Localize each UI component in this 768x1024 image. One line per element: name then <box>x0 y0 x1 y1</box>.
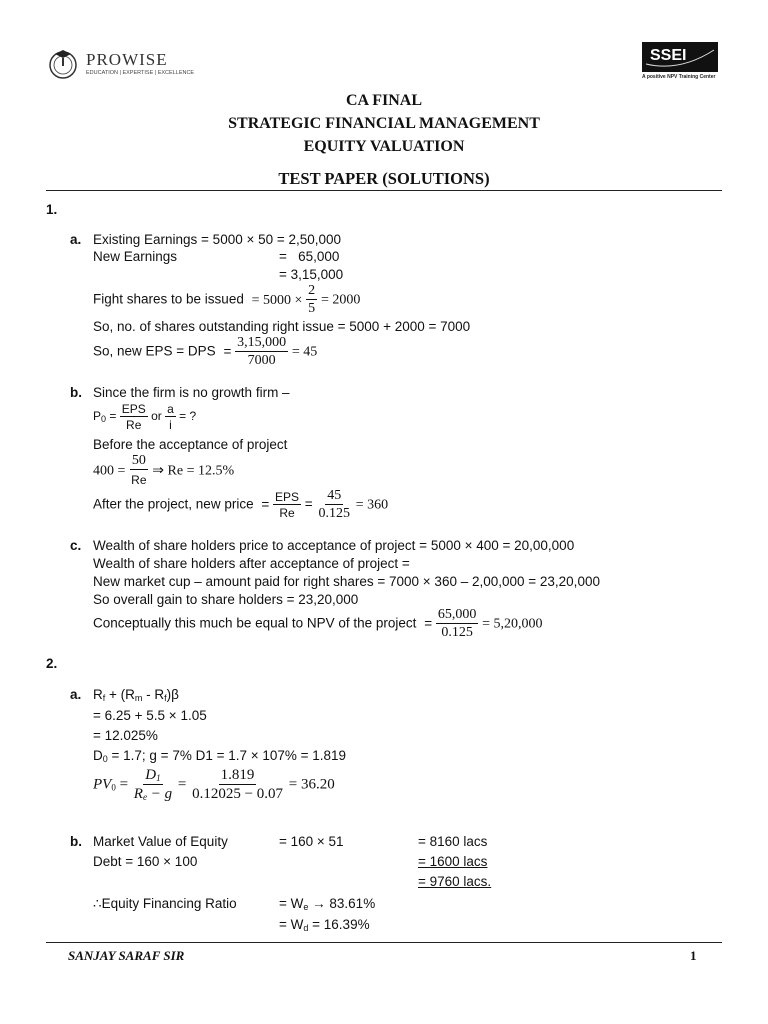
q2b-wd-value: = 16.39% <box>308 917 370 932</box>
q1b-line5-denominator2: 0.125 <box>318 506 350 521</box>
q1a-line6-result: = 45 <box>291 344 318 360</box>
q2b-row1-label: Market Value of Equity <box>93 834 228 849</box>
q1c-line5-eq: = <box>424 615 433 631</box>
q1b-line4 <box>93 454 234 488</box>
q2b-row2-label: Debt = 160 × 100 <box>93 854 198 869</box>
q2b-row1-value: = 8160 lacs <box>418 834 488 849</box>
q1b-p0-symbol: P <box>93 409 102 424</box>
q1c-label: c. <box>70 538 82 553</box>
q1a-line4 <box>93 284 360 316</box>
q2b-row4-value <box>279 896 375 915</box>
q2a-pv-denominator2: 0.12025 − 0.07 <box>192 786 284 802</box>
q1a-line6 <box>93 336 317 368</box>
q1b-line1: Since the firm is no growth firm – <box>93 385 290 400</box>
q1a-line4-result: = 2000 <box>320 292 361 308</box>
q2a-pv-eq2: = <box>177 776 187 793</box>
q1c-line1: Wealth of share holders price to acceptance of project = 5000 × 400 = 20,00,000 <box>93 538 575 553</box>
q1c-line5-fraction <box>436 608 479 640</box>
q2b-we-symbol: = W <box>279 896 304 911</box>
q2a-pv-d1-symbol: D <box>145 767 157 783</box>
q1a-line6-fraction <box>235 336 288 368</box>
q1a-line4-label: Fight shares to be issued <box>93 291 244 307</box>
q1a-line6-label: So, new EPS = DPS <box>93 343 216 359</box>
q1c-line5 <box>93 608 543 640</box>
q1b-line5 <box>93 489 388 521</box>
q2a-rf-symbol: R <box>93 687 103 702</box>
q2b-wd-subscript: d <box>303 923 309 933</box>
footer-page-number: 1 <box>690 948 697 963</box>
q1b-line5-fraction2 <box>316 489 352 521</box>
q1b-p0-numerator2: a <box>167 402 174 416</box>
q1b-line5-numerator2: 45 <box>327 488 342 503</box>
q2a-rm-subscript: m <box>134 693 143 703</box>
q2b-row2-value: = 1600 lacs <box>418 854 488 869</box>
q2a-pv-result: = 36.20 <box>288 776 335 793</box>
ssei-logo-box <box>642 42 718 72</box>
ssei-swoosh-icon <box>642 42 718 72</box>
q1a-line6-denominator: 7000 <box>247 353 276 368</box>
q2b-row1-calc: = 160 × 51 <box>279 834 344 849</box>
q2a-label: a. <box>70 687 82 702</box>
q2a-beta: )β <box>166 687 179 702</box>
q2a-d0-text: = 1.7; g = 7% D1 = 1.7 × 107% = 1.819 <box>107 748 347 763</box>
q1b-p0-eq: = <box>106 409 117 424</box>
ssei-tagline: A positive NPV Training Center <box>642 74 716 80</box>
q1b-p0-denominator1: Re <box>126 418 142 432</box>
q1b-p0-result: = ? <box>179 409 197 424</box>
q2a-pv-formula <box>93 768 335 802</box>
q1c-line5-result: = 5,20,000 <box>482 616 543 632</box>
q2b-label: b. <box>70 834 82 849</box>
q2b-row3-value: = 9760 lacs. <box>418 874 492 889</box>
q2b-we-subscript: e <box>303 902 309 912</box>
q1b-p0-fraction1 <box>120 403 148 431</box>
q1b-label: b. <box>70 385 82 400</box>
title-course: CA FINAL <box>345 92 422 109</box>
q1a-line4-eq: = 5000 × <box>251 292 303 308</box>
ssei-logo <box>642 42 718 82</box>
q1b-line5-numerator1: EPS <box>275 490 300 504</box>
q2b-wd-symbol: = W <box>279 917 304 932</box>
footer-divider <box>46 942 722 943</box>
q1-number: 1. <box>46 202 58 217</box>
q2b-row4-label: ∴Equity Financing Ratio <box>93 896 237 911</box>
q1c-line4: So overall gain to share holders = 23,20,000 <box>93 592 359 607</box>
q1b-line4-result: ⇒ Re = 12.5% <box>152 463 235 479</box>
q1b-p0-subscript: 0 <box>101 414 107 425</box>
q2a-line3: = 12.025% <box>93 728 158 743</box>
q2a-line2: = 6.25 + 5.5 × 1.05 <box>93 708 207 723</box>
q2a-d0-subscript: 0 <box>102 754 108 764</box>
q2a-pv-subscript: 0 <box>111 782 116 793</box>
title-subject: STRATEGIC FINANCIAL MANAGEMENT <box>228 115 540 132</box>
q1b-line4-denominator: Re <box>131 473 147 487</box>
prowise-name: PROWISE <box>86 50 168 69</box>
q1b-p0-formula <box>93 403 196 431</box>
q1b-line5-label: After the project, new price <box>93 496 254 512</box>
q2a-pv-re-subscript: e <box>142 792 147 802</box>
q2a-pv-fraction2 <box>190 768 285 802</box>
q2a-pv-eq: = <box>115 776 129 793</box>
q1b-line4-numerator: 50 <box>131 453 146 468</box>
q1a-line4-denominator: 5 <box>308 301 316 316</box>
q1c-line5-numerator: 65,000 <box>437 607 477 622</box>
q1a-line1: Existing Earnings = 5000 × 50 = 2,50,000 <box>93 232 342 247</box>
q2a-line4 <box>93 748 346 767</box>
q1b-line5-eq2: = <box>304 496 313 512</box>
q1b-p0-or: or <box>151 409 162 424</box>
q1a-line6-eq: = <box>223 343 232 359</box>
q1b-line3: Before the acceptance of project <box>93 437 288 452</box>
ssei-name: SSEI <box>650 47 687 64</box>
q1b-line5-result: = 360 <box>355 497 389 513</box>
q1b-line5-denominator1: Re <box>279 506 295 520</box>
q2a-rm-open: + (R <box>105 687 135 702</box>
q2a-rf2-subscript: f <box>164 693 167 703</box>
q1c-line2: Wealth of share holders after acceptance of project = <box>93 556 410 571</box>
q2a-rf2-symbol: - R <box>142 687 165 702</box>
q1b-line4-fraction <box>129 454 148 488</box>
q2a-rf-subscript: f <box>102 693 106 703</box>
q2b-we-value: → 83.61% <box>308 896 376 911</box>
q1a-line2-value: = 65,000 <box>279 249 340 264</box>
q1a-line4-fraction <box>306 284 317 316</box>
q1a-line3-value: = 3,15,000 <box>279 267 344 282</box>
title-paper: TEST PAPER (SOLUTIONS) <box>278 169 490 188</box>
q1b-p0-denominator2: i <box>169 418 172 432</box>
q1b-line5-eq: = <box>261 496 270 512</box>
q1b-line4-lhs: 400 = <box>93 463 126 479</box>
q1c-line5-label: Conceptually this much be equal to NPV of the project <box>93 615 417 631</box>
q2a-pv-re-symbol: R <box>133 786 143 802</box>
q2-number: 2. <box>46 656 58 671</box>
prowise-emblem-icon <box>46 46 80 80</box>
q2a-pv-numerator2: 1.819 <box>220 767 255 783</box>
q1b-line5-fraction1 <box>273 491 301 519</box>
q2a-line1 <box>93 687 179 706</box>
q2a-pv-numerator1 <box>143 768 162 785</box>
q2a-pv-d1-subscript: 1 <box>156 773 161 783</box>
q2a-pv-minus-g: − g <box>146 786 173 802</box>
q1a-line5: So, no. of shares outstanding right issue = 5000 + 2000 = 7000 <box>93 319 471 334</box>
footer-author: SANJAY SARAF SIR <box>68 948 185 963</box>
q1b-p0-fraction2 <box>165 403 176 431</box>
q1a-line6-numerator: 3,15,000 <box>237 335 287 350</box>
q2a-d0-symbol: D <box>93 748 103 763</box>
q1b-p0-numerator1: EPS <box>121 402 146 416</box>
title-topic: EQUITY VALUATION <box>303 138 465 155</box>
q2a-pv-denominator1 <box>132 785 174 802</box>
header-divider <box>46 190 722 191</box>
q2a-pv-fraction1 <box>132 768 174 802</box>
q1a-line4-numerator: 2 <box>308 283 316 298</box>
q1a-line2-label: New Earnings <box>93 249 178 264</box>
prowise-logo <box>46 46 195 80</box>
q2a-pv-symbol: PV <box>93 776 112 793</box>
q2b-row5-value <box>279 917 370 936</box>
prowise-tagline: EDUCATION | EXPERTISE | EXCELLENCE <box>86 70 195 76</box>
q1c-line3: New market cup – amount paid for right shares = 7000 × 360 – 2,00,000 = 23,20,000 <box>93 574 600 589</box>
q1a-label: a. <box>70 232 82 247</box>
q1c-line5-denominator: 0.125 <box>441 625 473 640</box>
